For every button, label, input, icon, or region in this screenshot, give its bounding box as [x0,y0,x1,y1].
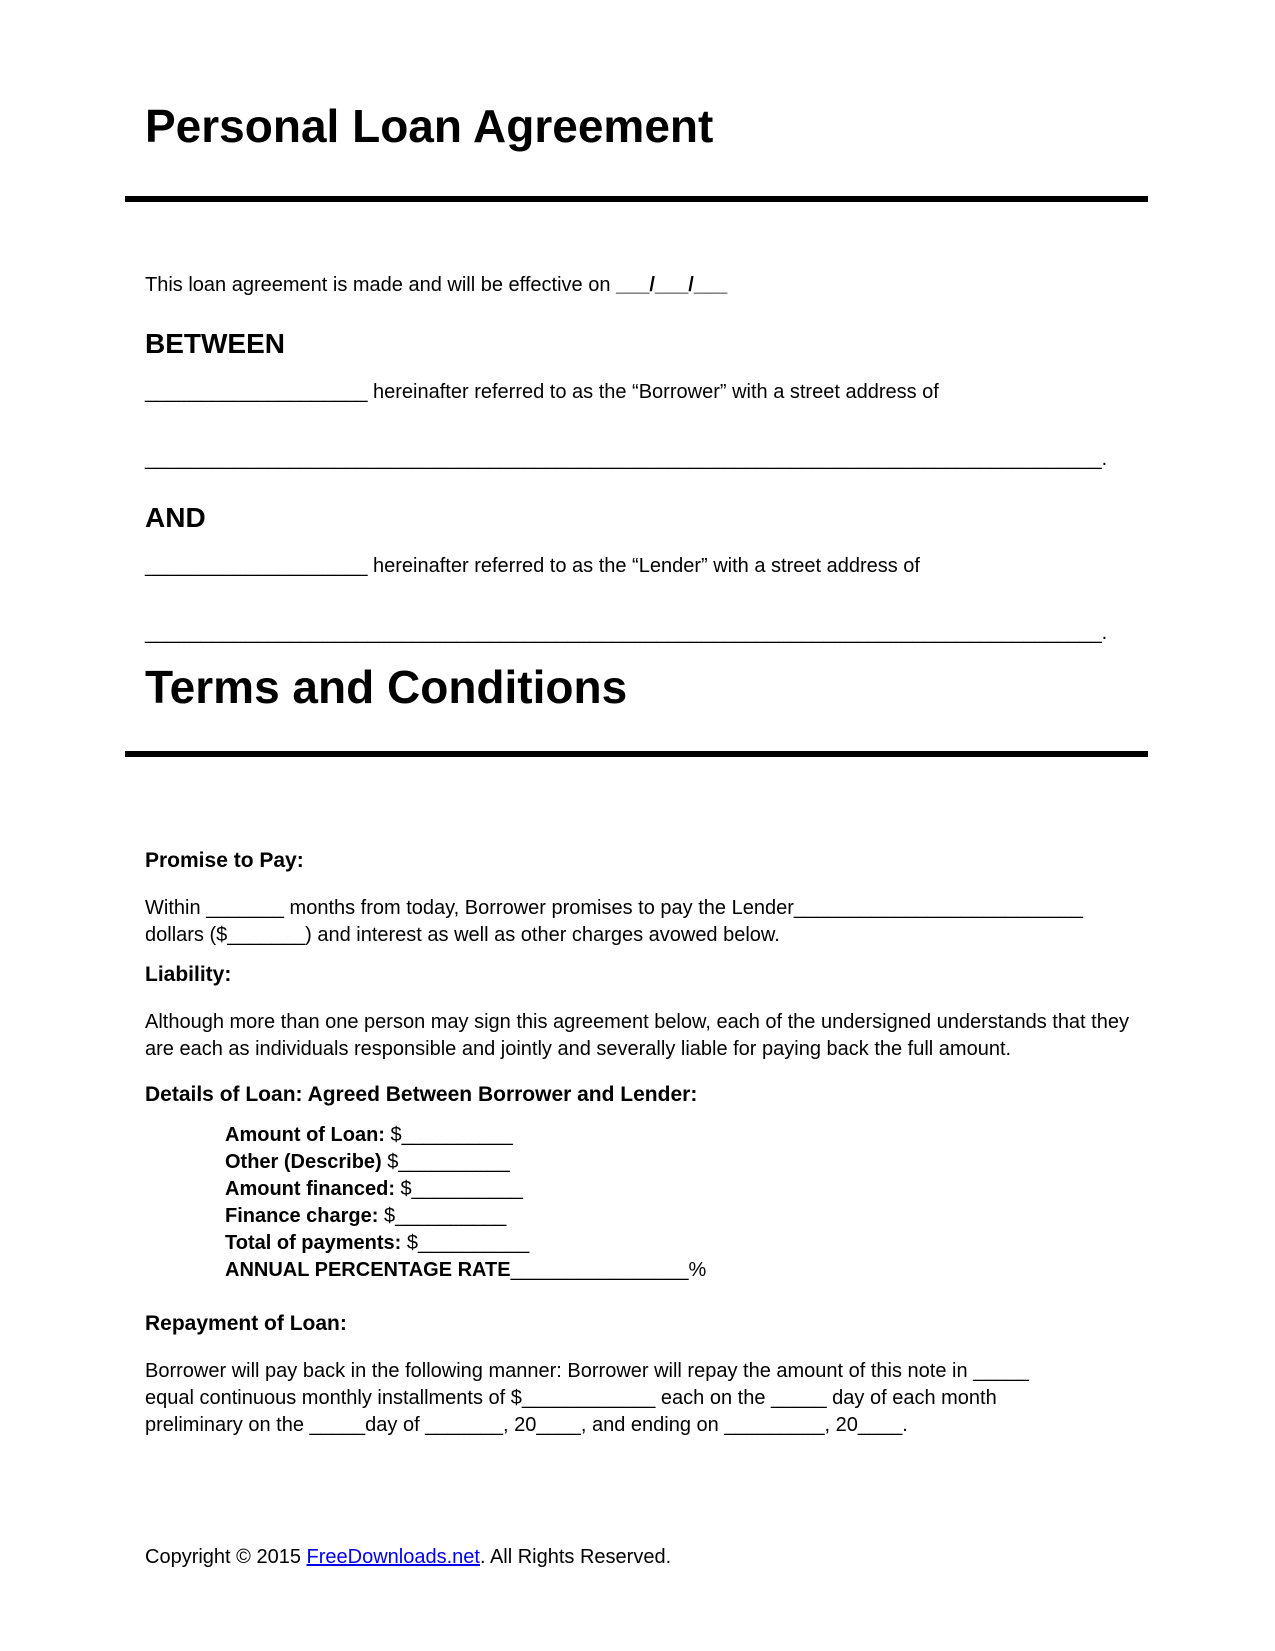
between-heading: BETWEEN [145,328,285,359]
loan-details-list [145,1122,1130,1284]
detail-label: Finance charge: [225,1205,379,1228]
terms-divider [125,751,1148,757]
detail-label: Total of payments: [225,1232,402,1255]
liability-text: Although more than one person may sign this agreement below, each of the undersigned understands that they are each as individuals responsible and jointly and severally liable for paying back the full amount. [145,1011,1129,1061]
lender-name-line [145,553,1130,580]
borrower-name-blank: ____________________ [145,381,368,403]
detail-value-blank: $__________ [381,1151,510,1174]
detail-label: ANNUAL PERCENTAGE RATE [225,1259,511,1282]
detail-value-blank: $__________ [395,1178,523,1201]
effective-date-text: This loan agreement is made and will be effective on [145,274,617,296]
repayment-line-3: preliminary on the _____day of _______, 20____, and ending on _________, 20____. [145,1414,908,1437]
freedownloads-link[interactable]: FreeDownloads.net [306,1546,480,1568]
promise-line-2: dollars ($_______) and interest as well as other charges avowed below. [145,924,780,947]
loan-details-heading: Details of Loan: Agreed Between Borrower and Lender: [145,1083,698,1107]
copyright-prefix: Copyright © 2015 [145,1546,307,1568]
promise-to-pay-heading: Promise to Pay: [145,849,304,873]
title-divider [125,196,1148,202]
borrower-name-line [145,379,1130,406]
detail-row-finance-charge [225,1203,1130,1230]
page-title: Personal Loan Agreement [145,100,714,152]
lender-address-blank: ______________________________________________________________________________________. [145,622,1108,644]
repayment-text [145,1358,1130,1439]
promise-to-pay-text [145,895,1130,949]
copyright-suffix: . All Rights Reserved. [479,1546,672,1568]
effective-date-blank: ___/___/___ [616,274,728,296]
detail-label: Amount of Loan: [225,1124,385,1147]
detail-row-annual-percentage-rate [225,1257,1130,1284]
borrower-clause: hereinafter referred to as the “Borrower” with a street address of [367,381,939,403]
detail-value-blank: $__________ [401,1232,530,1255]
terms-title: Terms and Conditions [145,661,628,713]
borrower-address-blank: ______________________________________________________________________________________. [145,448,1108,470]
detail-value-blank: $__________ [378,1205,507,1228]
lender-clause: hereinafter referred to as the “Lender” with a street address of [367,555,920,577]
detail-value-blank: $__________ [384,1124,513,1147]
lender-name-blank: ____________________ [145,555,368,577]
repayment-line-1: Borrower will pay back in the following manner: Borrower will repay the amount of this note in _____ [145,1360,1029,1383]
and-heading: AND [145,502,206,533]
detail-value-blank: ________________% [510,1259,707,1282]
promise-line-1: Within _______ months from today, Borrower promises to pay the Lender__________________________ [145,897,1084,920]
footer-copyright [145,1544,671,1571]
liability-heading: Liability: [145,963,232,987]
detail-row-other [225,1149,1130,1176]
detail-label: Amount financed: [225,1178,395,1201]
detail-row-amount-of-loan [225,1122,1130,1149]
detail-row-total-of-payments [225,1230,1130,1257]
repayment-line-2: equal continuous monthly installments of $____________ each on the _____ day of each month [145,1387,997,1410]
detail-label: Other (Describe) [225,1151,382,1174]
detail-row-amount-financed [225,1176,1130,1203]
repayment-heading: Repayment of Loan: [145,1312,347,1336]
effective-date-line [145,272,1130,299]
